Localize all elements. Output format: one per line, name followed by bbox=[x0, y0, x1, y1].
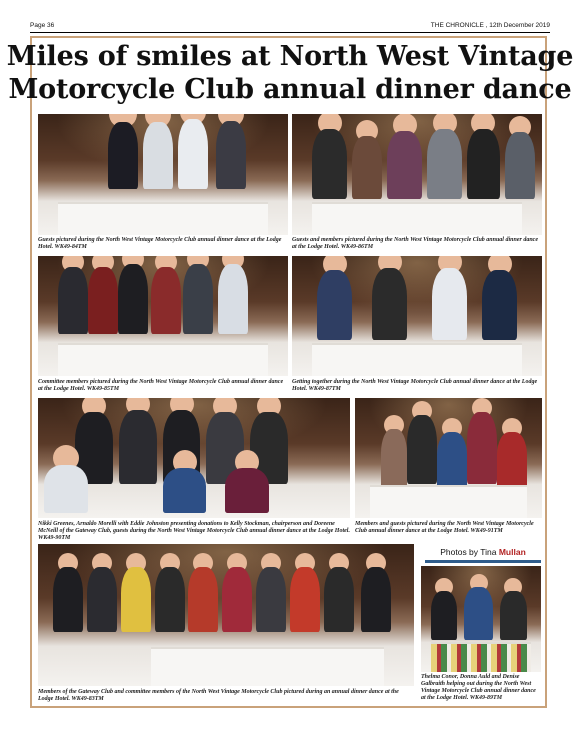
photo-5 bbox=[38, 398, 350, 518]
photo-1 bbox=[38, 114, 288, 235]
photo-credit bbox=[425, 546, 541, 563]
caption-5: Nikki Greenes, Arnaldo Morelli with Eddie Johnston presenting donations to Kelly Stockman, chairperson and Doreene McNeill of the Gateway Club, guests during the North West Vintage Motorcycle Club annual dinner dance at the Lodge Hotel. WK49-90TM bbox=[38, 521, 350, 541]
photo-4 bbox=[292, 256, 542, 376]
publication-date: THE CHRONICLE , 12th December 2019 bbox=[430, 22, 550, 29]
photo-7 bbox=[38, 544, 414, 686]
credit-prefix: Photos by Tina bbox=[440, 547, 497, 557]
caption-2: Guests and members pictured during the North West Vintage Motorcycle Club annual dinner dance at the Lodge Hotel. WK49-86TM bbox=[292, 237, 538, 250]
caption-8: Thelma Conor, Donna Auld and Denise Galbraith helping out during the North West Vintage Motorcycle Club annual dinner dance at the Lodge Hotel. WK49-89TM bbox=[421, 674, 536, 701]
headline bbox=[0, 40, 580, 106]
caption-1: Guests pictured during the North West Vintage Motorcycle Club annual dinner dance at the Lodge Hotel. WK49-84TM bbox=[38, 237, 282, 250]
photo-3 bbox=[38, 256, 288, 376]
page-header bbox=[30, 20, 550, 33]
headline-line-2: Motorcycle Club annual dinner dance bbox=[8, 74, 572, 105]
credit-name: Mullan bbox=[498, 547, 526, 557]
caption-6: Members and guests pictured during the North West Vintage Motorcycle Club annual dinner dance at the Lodge Hotel. WK49-91TM bbox=[355, 521, 534, 534]
photo-8 bbox=[421, 566, 541, 672]
photo-2 bbox=[292, 114, 542, 235]
page-number: Page 36 bbox=[30, 22, 55, 29]
photo-6 bbox=[355, 398, 542, 518]
caption-7: Members of the Gateway Club and committee members of the North West Vintage Motorcycle Club pictured during an annual dinner dance at the Lodge Hotel. WK49-83TM bbox=[38, 689, 399, 702]
caption-4: Getting together during the North West Vintage Motorcycle Club annual dinner dance at the Lodge Hotel. WK49-87TM bbox=[292, 379, 538, 392]
caption-3: Committee members pictured during the North West Vintage Motorcycle Club annual dinner dance at the Lodge Hotel. WK49-85TM bbox=[38, 379, 284, 392]
headline-line-1: Miles of smiles at North West Vintage bbox=[6, 41, 574, 72]
